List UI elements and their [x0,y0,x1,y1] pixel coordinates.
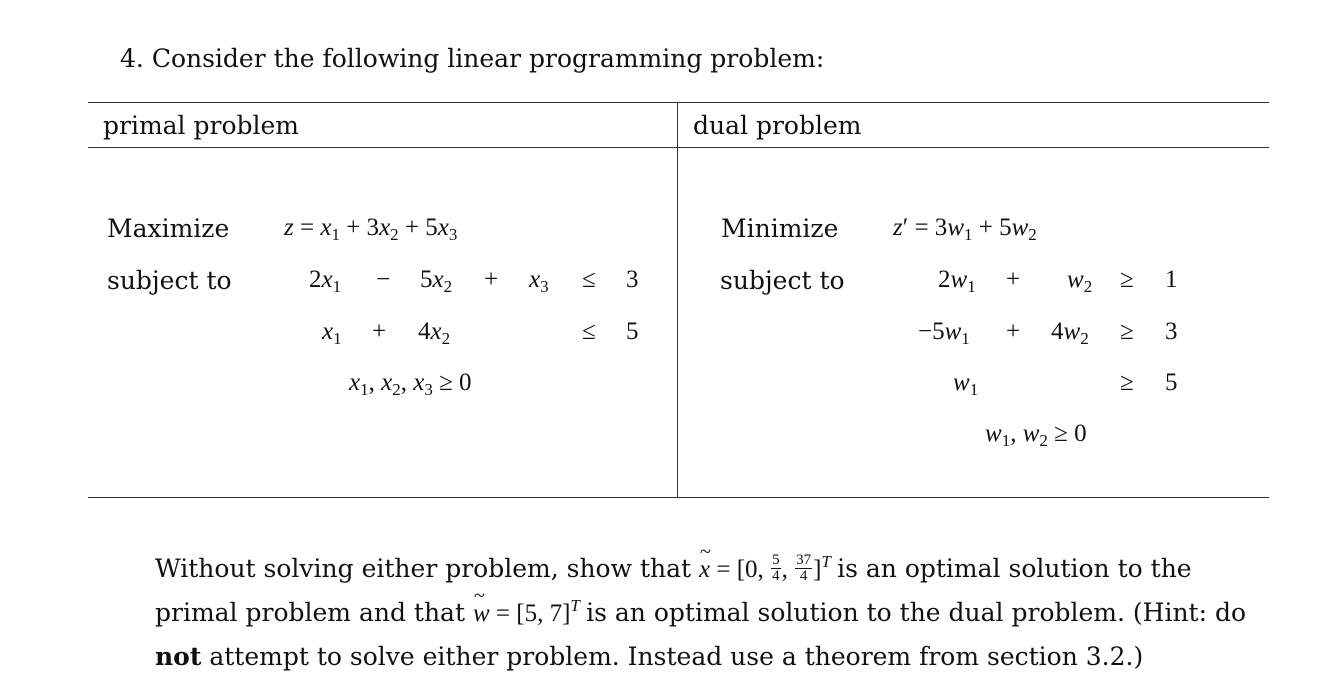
question-line-2 [155,598,1246,628]
w-tilde-symbol: ~ w [473,600,490,628]
question-part-4: is an optimal solution to the dual problem. (Hint: do [586,598,1247,627]
question-part-2: is an optimal solution to the [837,554,1192,583]
question-part-3: primal problem and that [155,598,466,627]
dual-header: dual problem [693,111,862,140]
dual-constraint-label: subject to [720,266,845,295]
problem-heading [120,44,824,73]
table-top-rule [88,102,1269,103]
table-column-divider [677,102,678,498]
question-line-3 [155,642,1143,671]
problem-number: 4. [120,44,144,73]
primal-constraint-label: subject to [107,266,232,295]
question-part-1: Without solving either problem, show that [155,554,692,583]
primal-header: primal problem [103,111,300,140]
emphasis-not: not [155,642,202,671]
dual-objective: $z' = 3w_1 + 5w_2$ [893,214,1037,244]
question-part-5: attempt to solve either problem. Instead use a theorem from section 3.2.) [209,642,1144,671]
dual-objective-label: Minimize [721,214,839,243]
x-tilde-symbol: ~ x [699,556,710,584]
table-bottom-rule [88,497,1269,498]
problem-intro: Consider the following linear programming problem: [151,44,825,73]
primal-objective-label: Maximize [107,214,230,243]
primal-nonnegativity: $x_1$, $x_2$, $x_3 \ge 0$ [349,369,472,399]
question-line-1 [155,551,1192,587]
fraction-37-4: $\frac{37}{4}$ [796,551,812,584]
table-header-rule [88,147,1269,148]
w-tilde-solution: ~ w = [5, 7]$^T$ [473,600,586,627]
primal-objective: $z = x_1 + 3x_2 + 5x_3$ [284,214,458,244]
dual-nonnegativity: $w_1$, $w_2 \ge 0$ [985,420,1087,450]
x-tilde-solution: ~ x = [0, $\frac{5}{4}$ , $\frac{37}{4}$ ]$^T$ [699,556,837,583]
fraction-5-4: $\frac{5}{4}$ [772,551,780,584]
